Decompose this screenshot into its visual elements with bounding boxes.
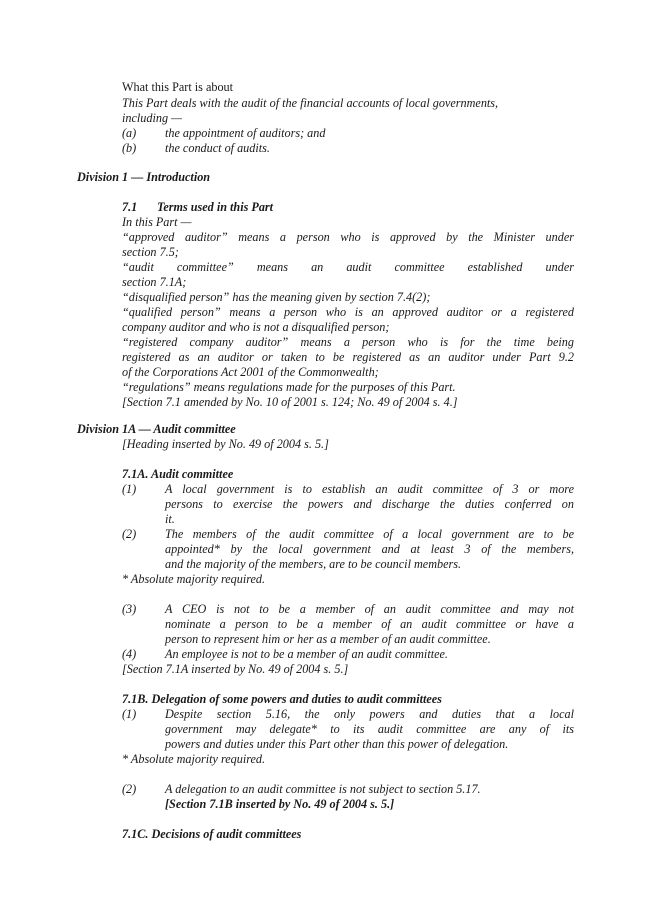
subsection-text: A CEO is not to be a member of an audit committee and may not xyxy=(165,602,574,616)
intro-text-line: This Part deals with the audit of the financial accounts of local governments, xyxy=(122,96,499,110)
subsection-text: and the majority of the members, are to be council members. xyxy=(165,557,462,571)
subsection-number: (1) xyxy=(122,482,137,496)
definition-line: “regulations” means regulations made for the purposes of this Part. xyxy=(122,380,456,394)
subsection-text: nominate a person to be a member of an audit committee or have a xyxy=(165,617,574,631)
subsection-number: (1) xyxy=(122,707,137,721)
subsection-text: A delegation to an audit committee is not subject to section 5.17. xyxy=(165,782,481,796)
section-7-1b-title: 7.1B. Delegation of some powers and duties to audit committees xyxy=(122,692,442,706)
subsection-number: (4) xyxy=(122,647,137,661)
definition-line: registered as an auditor or taken to be registered as an auditor under Part 9.2 xyxy=(122,350,574,364)
definition-line: of the Corporations Act 2001 of the Commonwealth; xyxy=(122,365,379,379)
section-insertion-note: [Section 7.1B inserted by No. 49 of 2004 s. 5.] xyxy=(165,797,395,811)
section-7-1-number: 7.1 xyxy=(122,200,138,214)
division-1-heading: Division 1 — Introduction xyxy=(77,170,211,184)
division-1a-heading: Division 1A — Audit committee xyxy=(77,422,236,436)
subsection-number: (2) xyxy=(122,527,137,541)
absolute-majority-note: * Absolute majority required. xyxy=(122,752,266,766)
section-7-1-title: Terms used in this Part xyxy=(157,200,274,214)
subsection-text: government may delegate* to its audit committee are any of its xyxy=(165,722,574,736)
subsection-text: An employee is not to be a member of an audit committee. xyxy=(165,647,448,661)
part-about-heading: What this Part is about xyxy=(122,80,234,94)
definition-line: “qualified person” means a person who is an approved auditor or a registered xyxy=(122,305,574,319)
intro-item-text: the appointment of auditors; and xyxy=(165,126,326,140)
subsection-text: The members of the audit committee of a local government are to be xyxy=(165,527,574,541)
definition-line: In this Part — xyxy=(122,215,192,229)
subsection-number: (3) xyxy=(122,602,137,616)
definition-line: “disqualified person” has the meaning given by section 7.4(2); xyxy=(122,290,431,304)
intro-item-number: (b) xyxy=(122,141,137,155)
definition-line: section 7.1A; xyxy=(122,275,187,289)
subsection-text: person to represent him or her as a member of an audit committee. xyxy=(165,632,491,646)
subsection-number: (2) xyxy=(122,782,137,796)
intro-item-text: the conduct of audits. xyxy=(165,141,270,155)
definition-line: company auditor and who is not a disqualified person; xyxy=(122,320,390,334)
definition-line: “approved auditor” means a person who is approved by the Minister under xyxy=(122,230,574,244)
section-amendment-note: [Section 7.1 amended by No. 10 of 2001 s. 124; No. 49 of 2004 s. 4.] xyxy=(122,395,458,409)
section-7-1c-title: 7.1C. Decisions of audit committees xyxy=(122,827,302,841)
heading-insertion-note: [Heading inserted by No. 49 of 2004 s. 5.] xyxy=(122,437,329,451)
subsection-text: powers and duties under this Part other than this power of delegation. xyxy=(165,737,509,751)
definition-line: section 7.5; xyxy=(122,245,179,259)
subsection-text: Despite section 5.16, the only powers and duties that a local xyxy=(165,707,574,721)
section-7-1a-title: 7.1A. Audit committee xyxy=(122,467,234,481)
definition-line: “registered company auditor” means a person who is for the time being xyxy=(122,335,574,349)
subsection-text: it. xyxy=(165,512,175,526)
subsection-text: appointed* by the local government and at least 3 of the members, xyxy=(165,542,574,556)
absolute-majority-note: * Absolute majority required. xyxy=(122,572,266,586)
subsection-text: A local government is to establish an audit committee of 3 or more xyxy=(165,482,574,496)
definition-line: “audit committee” means an audit committee established under xyxy=(122,260,574,274)
intro-text-line: including — xyxy=(122,111,182,125)
intro-item-number: (a) xyxy=(122,126,137,140)
subsection-text: persons to exercise the powers and discharge the duties conferred on xyxy=(165,497,574,511)
section-insertion-note: [Section 7.1A inserted by No. 49 of 2004 s. 5.] xyxy=(122,662,349,676)
